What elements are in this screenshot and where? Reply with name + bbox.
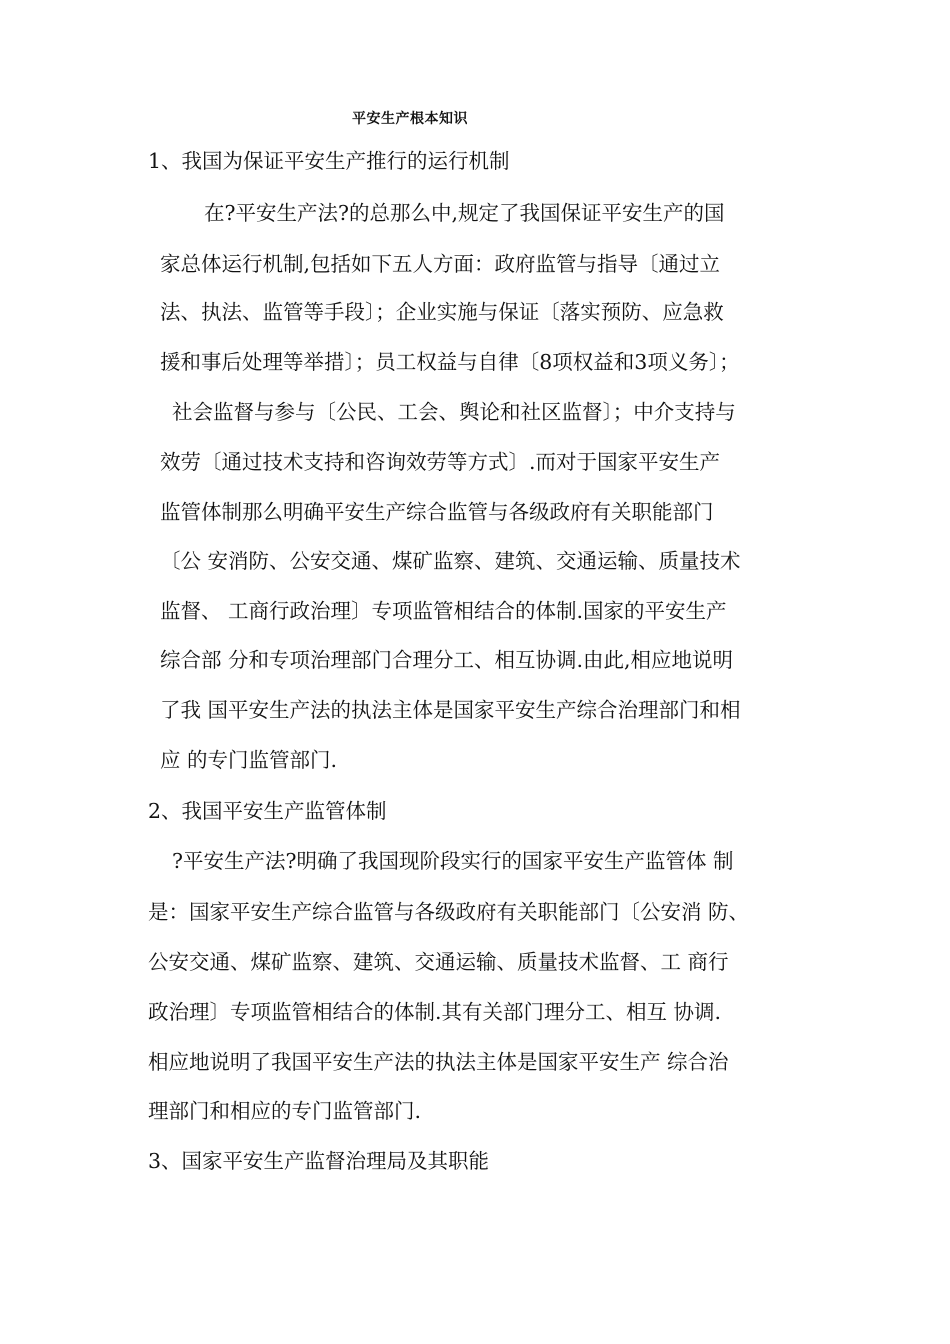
section-1-heading: 1、我国为保证平安生产推行的运行机制 — [148, 149, 510, 173]
section-2-line-5: 相应地说明了我国平安生产法的执法主体是国家平安生产 综合治 — [148, 1050, 729, 1074]
section-1-line-12: 应 的专门监管部门. — [160, 748, 338, 772]
section-1-line-9: 监督、 工商行政治理〕专项监管相结合的体制.国家的平安生产 — [160, 599, 727, 623]
section-1-line-11: 了我 国平安生产法的执法主体是国家平安生产综合治理部门和相 — [160, 698, 741, 722]
section-1-line-1: 在?平安生产法?的总那么中,规定了我国保证平安生产的国 — [204, 201, 725, 225]
section-2-line-6: 理部门和相应的专门监管部门. — [148, 1099, 422, 1123]
section-2-line-1: ?平安生产法?明确了我国现阶段实行的国家平安生产监管体 制 — [172, 849, 734, 873]
section-1-line-6: 效劳〔通过技术支持和咨询效劳等方式〕.而对于国家平安生产 — [160, 450, 721, 474]
section-1-line-8: 〔公 安消防、公安交通、煤矿监察、建筑、交通运输、质量技术 — [160, 549, 741, 573]
section-2-line-2: 是：国家平安生产综合监管与各级政府有关职能部门〔公安消 防、 — [148, 900, 750, 924]
section-2-heading: 2、我国平安生产监管体制 — [148, 799, 387, 823]
section-1-line-7: 监管体制那么明确平安生产综合监管与各级政府有关职能部门 — [160, 500, 714, 524]
section-3-heading: 3、国家平安生产监督治理局及其职能 — [148, 1149, 490, 1173]
section-2-line-4: 政治理〕专项监管相结合的体制.其有关部门理分工、相互 协调. — [148, 1000, 722, 1024]
section-1-line-2: 家总体运行机制,包括如下五人方面：政府监管与指导〔通过立 — [160, 252, 721, 276]
section-2-line-3: 公安交通、煤矿监察、建筑、交通运输、质量技术监督、工 商行 — [148, 950, 729, 974]
section-1-line-5: 社会监督与参与〔公民、工会、舆论和社区监督〕；中介支持与 — [172, 400, 736, 424]
section-1-line-10: 综合部 分和专项治理部门合理分工、相互协调.由此,相应地说明 — [160, 648, 734, 672]
document-title: 平安生产根本知识 — [352, 111, 468, 127]
section-1-line-3: 法、执法、监管等手段〕；企业实施与保证〔落实预防、应急救 — [160, 300, 724, 324]
section-1-line-4: 援和事后处理等举措〕；员工权益与自律〔8项权益和3项义务〕； — [160, 350, 740, 374]
